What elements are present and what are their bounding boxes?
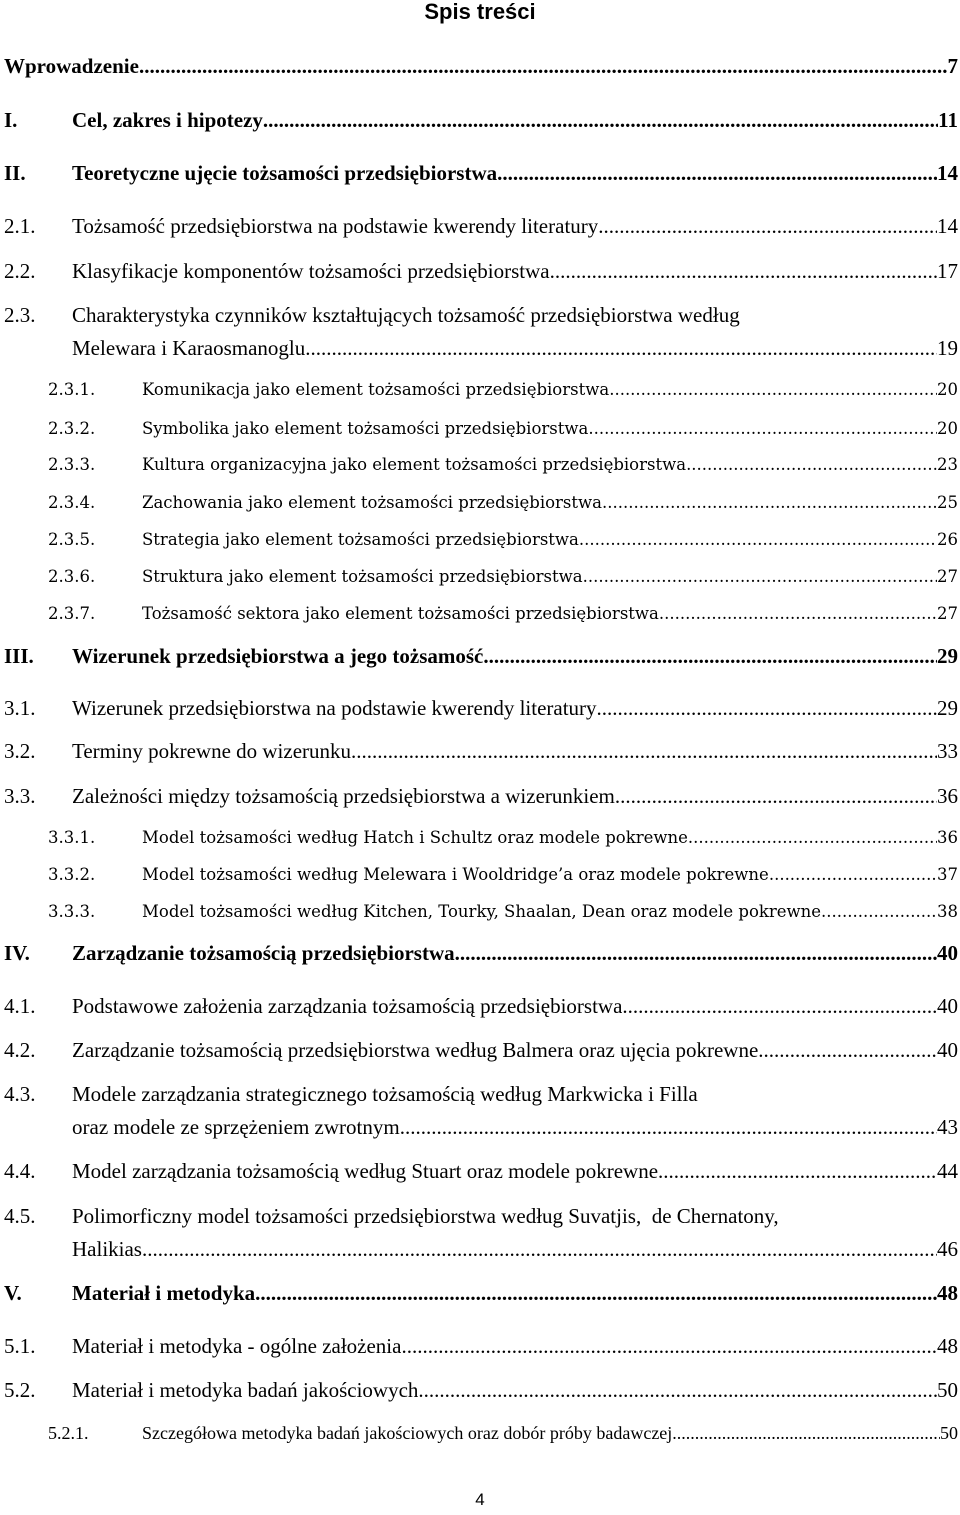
toc-entry-number: 2.3.3. xyxy=(48,455,96,474)
toc-entry-subsection-3-3-3[interactable] xyxy=(0,901,958,923)
toc-entry-title: Strategia jako element tożsamości przedsiębiorstwa xyxy=(142,530,579,549)
toc-page-number: 44 xyxy=(937,1159,958,1183)
toc-entry-number: V. xyxy=(4,1281,22,1305)
toc-entry-chapter-1[interactable] xyxy=(0,104,958,137)
toc-entry-subsection-2-3-3[interactable] xyxy=(0,454,958,476)
toc-entry-section-4-5[interactable] xyxy=(0,1200,958,1266)
toc-entry-title: Zachowania jako element tożsamości przedsiębiorstwa xyxy=(142,493,602,512)
toc-entry-title: Terminy pokrewne do wizerunku xyxy=(72,739,352,763)
toc-entry-title-continuation: Halikias xyxy=(72,1237,142,1261)
toc-entry-title: Zarządzanie tożsamością przedsiębiorstwa według Balmera oraz ujęcia pokrewne xyxy=(72,1038,759,1062)
toc-entry-subsection-2-3-4[interactable] xyxy=(0,492,958,514)
toc-page-number: 37 xyxy=(937,865,958,884)
toc-entry-number: 4.4. xyxy=(4,1159,36,1183)
toc-dot-leader xyxy=(351,735,937,768)
toc-entry-number: 3.2. xyxy=(4,739,36,763)
toc-page-number: 7 xyxy=(947,54,958,78)
toc-page-number: 40 xyxy=(937,994,958,1018)
toc-entry-number: 2.3. xyxy=(4,303,36,327)
toc-entry-subsection-2-3-6[interactable] xyxy=(0,566,958,588)
toc-entry-section-2-1[interactable] xyxy=(0,210,958,243)
toc-dot-leader xyxy=(401,1330,937,1363)
toc-entry-title: Klasyfikacje komponentów tożsamości przedsiębiorstwa xyxy=(72,259,550,283)
toc-page-number: 20 xyxy=(937,419,958,438)
toc-dot-leader xyxy=(615,780,937,813)
toc-dot-leader xyxy=(602,492,937,514)
toc-dot-leader xyxy=(483,640,937,673)
toc-dot-leader xyxy=(305,332,937,365)
toc-entry-subsection-3-3-2[interactable] xyxy=(0,864,958,886)
toc-page-number: 29 xyxy=(937,696,958,720)
toc-entry-title: Teoretyczne ujęcie tożsamości przedsiębiorstwa xyxy=(72,161,498,185)
toc-dot-leader xyxy=(400,1111,937,1144)
toc-entry-number: 4.1. xyxy=(4,994,36,1018)
toc-page-number: 46 xyxy=(937,1237,958,1261)
toc-dot-leader xyxy=(598,210,937,243)
toc-dot-leader xyxy=(672,1422,940,1444)
toc-entry-title-continuation: Melewara i Karaosmanoglu xyxy=(72,336,306,360)
toc-page-number: 48 xyxy=(937,1281,958,1305)
toc-entry-section-4-4[interactable] xyxy=(0,1155,958,1188)
toc-entry-subsection-2-3-1[interactable] xyxy=(0,379,958,401)
toc-entry-title: Model tożsamości według Kitchen, Tourky, Shaalan, Dean oraz modele pokrewne xyxy=(142,902,822,921)
toc-entry-subsection-3-3-1[interactable] xyxy=(0,827,958,849)
toc-entry-title: Model tożsamości według Hatch i Schultz oraz modele pokrewne xyxy=(142,828,688,847)
toc-entry-title: Polimorficzny model tożsamości przedsiębiorstwa według Suvatjis, de Chernatony, xyxy=(72,1204,779,1228)
toc-dot-leader xyxy=(418,1374,937,1407)
toc-entry-title: Wizerunek przedsiębiorstwa a jego tożsamość xyxy=(72,644,484,668)
toc-entry-chapter-3[interactable] xyxy=(0,640,958,673)
toc-page-number: 14 xyxy=(937,161,958,185)
toc-dot-leader xyxy=(688,827,937,849)
toc-page-number: 40 xyxy=(937,941,958,965)
toc-entry-title: Modele zarządzania strategicznego tożsamością według Markwicka i Filla xyxy=(72,1082,698,1106)
toc-dot-leader xyxy=(686,454,937,476)
toc-entry-subsection-2-3-5[interactable] xyxy=(0,529,958,551)
toc-page-number: 36 xyxy=(937,828,958,847)
toc-entry-section-4-1[interactable] xyxy=(0,990,958,1023)
toc-page-number: 40 xyxy=(937,1038,958,1062)
toc-entry-number: 4.2. xyxy=(4,1038,36,1062)
toc-page-number: 20 xyxy=(937,380,958,399)
toc-entry-number: 3.3.3. xyxy=(48,902,96,921)
toc-page-number: 38 xyxy=(937,902,958,921)
toc-entry-title: Tożsamość sektora jako element tożsamości przedsiębiorstwa xyxy=(142,604,659,623)
toc-entry-number: 2.1. xyxy=(4,214,36,238)
toc-entry-number: 3.3.1. xyxy=(48,828,96,847)
toc-entry-section-2-3[interactable] xyxy=(0,299,958,365)
toc-entry-number: 4.5. xyxy=(4,1204,36,1228)
toc-entry-title: Wizerunek przedsiębiorstwa na podstawie kwerendy literatury xyxy=(72,696,597,720)
toc-dot-leader xyxy=(455,937,937,970)
toc-entry-subsection-2-3-7[interactable] xyxy=(0,603,958,625)
toc-page-number: 27 xyxy=(937,604,958,623)
toc-dot-leader xyxy=(579,529,937,551)
toc-entry-chapter-4[interactable] xyxy=(0,937,958,970)
toc-entry-number: 2.3.4. xyxy=(48,493,96,512)
toc-entry-title: Kultura organizacyjna jako element tożsamości przedsiębiorstwa xyxy=(142,455,687,474)
toc-entry-subsection-5-2-1[interactable] xyxy=(0,1422,958,1444)
toc-page-number: 26 xyxy=(937,530,958,549)
toc-dot-leader xyxy=(255,1277,937,1310)
toc-dot-leader xyxy=(142,1233,937,1266)
toc-entry-section-5-1[interactable] xyxy=(0,1330,958,1363)
toc-entry-title: Charakterystyka czynników kształtujących tożsamość przedsiębiorstwa według xyxy=(72,303,740,327)
toc-entry-title: Szczegółowa metodyka badań jakościowych oraz dobór próby badawczej xyxy=(142,1423,673,1443)
toc-entry-title: Materiał i metodyka - ogólne założenia xyxy=(72,1334,402,1358)
toc-dot-leader xyxy=(622,990,937,1023)
toc-page-number: 48 xyxy=(937,1334,958,1358)
toc-entry-title: Podstawowe założenia zarządzania tożsamością przedsiębiorstwa xyxy=(72,994,623,1018)
toc-entry-title: Model tożsamości według Melewara i Wooldridge’a oraz modele pokrewne xyxy=(142,865,769,884)
toc-entry-section-4-3[interactable] xyxy=(0,1078,958,1144)
toc-entry-number: 4.3. xyxy=(4,1082,36,1106)
toc-entry-number: 2.3.7. xyxy=(48,604,96,623)
toc-dot-leader xyxy=(821,901,937,923)
toc-dot-leader xyxy=(758,1034,937,1067)
toc-entry-section-3-3[interactable] xyxy=(0,780,958,813)
toc-entry-chapter-2[interactable] xyxy=(0,157,958,190)
toc-entry-number: 2.2. xyxy=(4,259,36,283)
toc-dot-leader xyxy=(550,255,937,288)
toc-entry-number: 2.3.2. xyxy=(48,419,96,438)
toc-entry-title: Model zarządzania tożsamością według Stuart oraz modele pokrewne xyxy=(72,1159,659,1183)
toc-page-number: 23 xyxy=(937,455,958,474)
toc-entry-section-3-1[interactable] xyxy=(0,692,958,725)
toc-page-number: 25 xyxy=(937,493,958,512)
toc-entry-section-4-2[interactable] xyxy=(0,1034,958,1067)
toc-entry-number: 5.2.1. xyxy=(48,1423,89,1443)
toc-page-number: 11 xyxy=(938,108,958,132)
toc-entry-section-3-2[interactable] xyxy=(0,735,958,768)
toc-entry-number: 2.3.6. xyxy=(48,567,96,586)
toc-dot-leader xyxy=(139,50,948,83)
toc-entry-section-2-2[interactable] xyxy=(0,255,958,288)
toc-entry-section-5-2[interactable] xyxy=(0,1374,958,1407)
toc-entry-title: Cel, zakres i hipotezy xyxy=(72,108,263,132)
toc-entry-title: Symbolika jako element tożsamości przedsiębiorstwa xyxy=(142,419,589,438)
toc-entry-number: 5.2. xyxy=(4,1378,36,1402)
toc-page-number: 27 xyxy=(937,567,958,586)
toc-page-number: 50 xyxy=(937,1378,958,1402)
toc-entry-introduction[interactable] xyxy=(0,50,958,83)
toc-dot-leader xyxy=(583,566,937,588)
toc-entry-chapter-5[interactable] xyxy=(0,1277,958,1310)
toc-entry-title: Materiał i metodyka xyxy=(72,1281,256,1305)
toc-entry-number: I. xyxy=(4,108,18,132)
toc-entry-title: Zarządzanie tożsamością przedsiębiorstwa xyxy=(72,941,455,965)
toc-entry-title: Zależności między tożsamością przedsiębiorstwa a wizerunkiem xyxy=(72,784,615,808)
toc-entry-number: 3.3.2. xyxy=(48,865,96,884)
toc-entry-title: Materiał i metodyka badań jakościowych xyxy=(72,1378,419,1402)
toc-entry-number: 3.1. xyxy=(4,696,36,720)
toc-entry-title: Struktura jako element tożsamości przedsiębiorstwa xyxy=(142,567,583,586)
toc-entry-subsection-2-3-2[interactable] xyxy=(0,418,958,440)
toc-page-number: 29 xyxy=(937,644,958,668)
toc-entry-title-continuation: oraz modele ze sprzężeniem zwrotnym xyxy=(72,1115,400,1139)
toc-dot-leader xyxy=(597,692,937,725)
toc-page-number: 50 xyxy=(940,1423,958,1443)
toc-dot-leader xyxy=(659,603,937,625)
toc-dot-leader xyxy=(658,1155,937,1188)
toc-entry-number: II. xyxy=(4,161,26,185)
toc-entry-number: 2.3.1. xyxy=(48,380,96,399)
toc-dot-leader xyxy=(769,864,937,886)
toc-page-number: 14 xyxy=(937,214,958,238)
toc-page-number: 43 xyxy=(937,1115,958,1139)
toc-entry-number: 3.3. xyxy=(4,784,36,808)
toc-page-number: 19 xyxy=(937,336,958,360)
toc-entry-number: III. xyxy=(4,644,34,668)
toc-dot-leader xyxy=(609,379,937,401)
page-number-footer: 4 xyxy=(475,1490,485,1509)
toc-entry-title: Tożsamość przedsiębiorstwa na podstawie kwerendy literatury xyxy=(72,214,599,238)
toc-page-number: 36 xyxy=(937,784,958,808)
toc-dot-leader xyxy=(263,104,938,137)
toc-entry-number: IV. xyxy=(4,941,30,965)
toc-entry-number: Wprowadzenie xyxy=(4,54,139,78)
toc-title: Spis treści xyxy=(424,0,536,24)
toc-page-number: 33 xyxy=(937,739,958,763)
toc-entry-number: 2.3.5. xyxy=(48,530,96,549)
toc-page-number: 17 xyxy=(937,259,958,283)
toc-entry-title: Komunikacja jako element tożsamości przedsiębiorstwa xyxy=(142,380,610,399)
toc-entry-number: 5.1. xyxy=(4,1334,36,1358)
toc-dot-leader xyxy=(497,157,937,190)
toc-dot-leader xyxy=(588,418,937,440)
